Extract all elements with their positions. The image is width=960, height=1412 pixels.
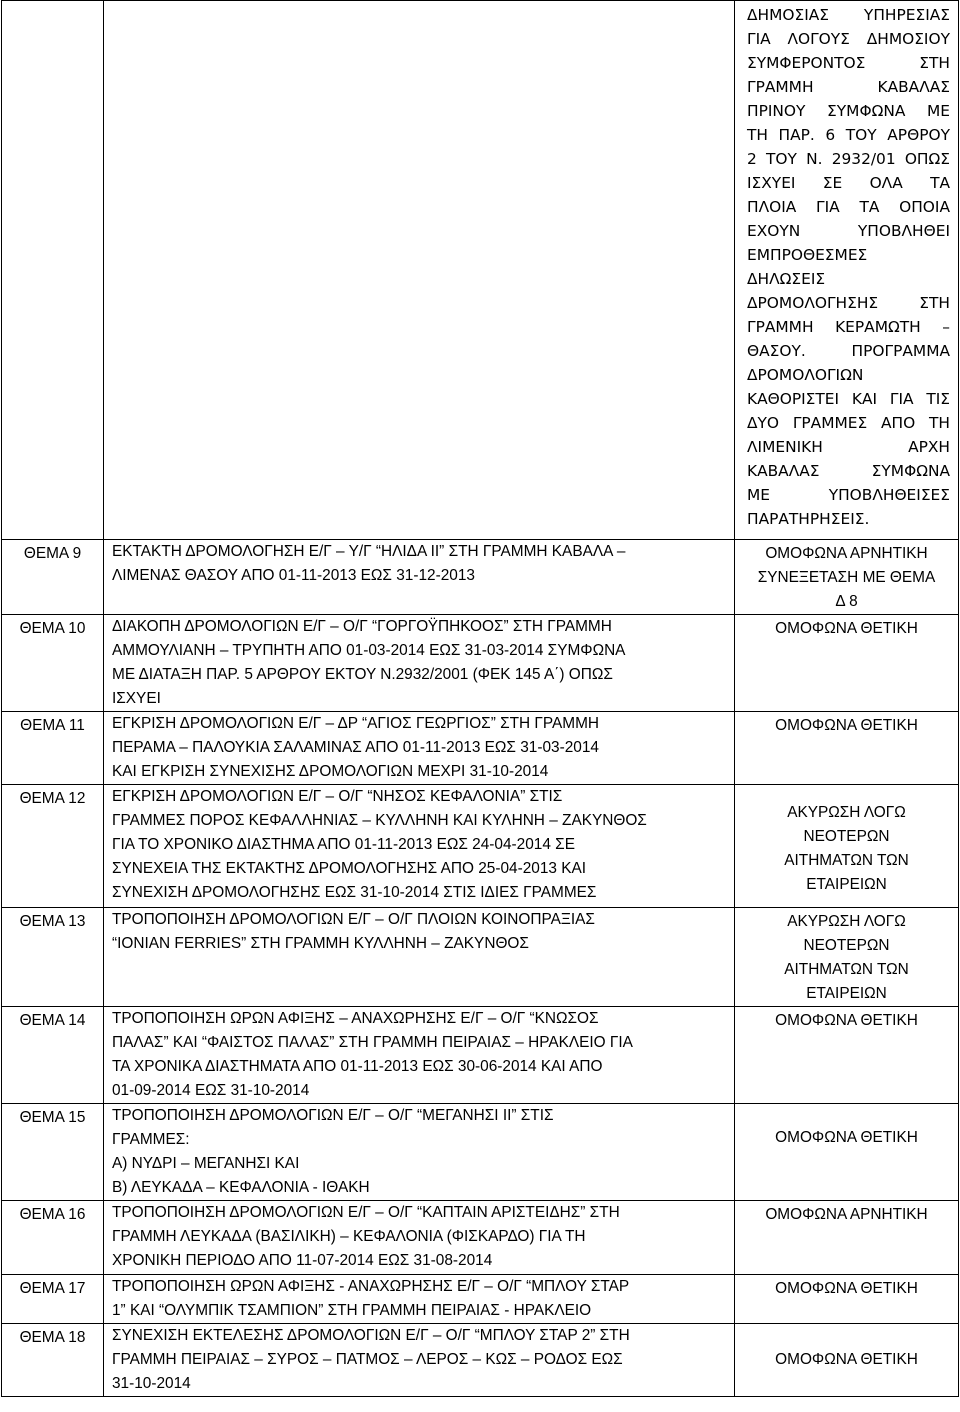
decision-line: ΟΜΟΦΩΝΑ ΘΕΤΙΚΗ <box>775 1280 918 1297</box>
description-line: ΜΕ ΔΙΑΤΑΞΗ ΠΑΡ. 5 ΑΡΘΡΟΥ ΕΚΤΟΥ Ν.2932/2001 (ΦΕΚ 145 Α΄) ΟΠΩΣ <box>112 666 613 683</box>
decision-line: ΟΜΟΦΩΝΑ ΑΡΝΗΤΙΚΗ <box>765 545 928 562</box>
decision-cell-continued <box>735 1 959 540</box>
table-row <box>2 1104 959 1201</box>
theme-cell: ΘΕΜΑ 11 <box>2 712 104 785</box>
description-cell <box>104 1275 735 1324</box>
decision-cell <box>735 1104 959 1201</box>
decision-text-line: ΠΑΡΑΤΗΡΗΣΕΙΣ. <box>747 510 870 528</box>
description-line: ΤΡΟΠΟΠΟΙΗΣΗ ΔΡΟΜΟΛΟΓΙΩΝ Ε/Γ – Ο/Γ “ΚΑΠΤΑΙΝ ΑΡΙΣΤΕΙΔΗΣ” ΣΤΗ <box>112 1204 620 1221</box>
description-line: ΠΕΡΑΜΑ – ΠΑΛΟΥΚΙΑ ΣΑΛΑΜΙΝΑΣ ΑΠΟ 01-11-2013 ΕΩΣ 31-03-2014 <box>112 739 599 756</box>
description-line: ΓΡΑΜΜΗ ΠΕΙΡΑΙΑΣ – ΣΥΡΟΣ – ΠΑΤΜΟΣ – ΛΕΡΟΣ – ΚΩΣ – ΡΟΔΟΣ ΕΩΣ <box>112 1351 623 1368</box>
description-line: Β) ΛΕΥΚΑΔΑ – ΚΕΦΑΛΟΝΙΑ - ΙΘΑΚΗ <box>112 1179 370 1196</box>
decision-cell <box>735 712 959 785</box>
description-cell <box>104 1007 735 1104</box>
description-line: ΤΡΟΠΟΠΟΙΗΣΗ ΩΡΩΝ ΑΦΙΞΗΣ – ΑΝΑΧΩΡΗΣΗΣ Ε/Γ – Ο/Γ “ΚΝΩΣΟΣ <box>112 1010 599 1027</box>
description-line: ΠΑΛΑΣ” ΚΑΙ “ΦΑΙΣΤΟΣ ΠΑΛΑΣ” ΣΤΗ ΓΡΑΜΜΗ ΠΕΙΡΑΙΑΣ – ΗΡΑΚΛΕΙΟ ΓΙΑ <box>112 1034 633 1051</box>
decision-text-line: ΚΑΘΟΡΙΣΤΕΙ ΚΑΙ ΓΙΑ ΤΙΣ <box>747 390 950 408</box>
description-line: ΤΡΟΠΟΠΟΙΗΣΗ ΔΡΟΜΟΛΟΓΙΩΝ Ε/Γ – Ο/Γ ΠΛΟΙΩΝ ΚΟΙΝΟΠΡΑΞΙΑΣ <box>112 911 595 928</box>
theme-cell: ΘΕΜΑ 15 <box>2 1104 104 1201</box>
decision-text-line: ΣΥΜΦΕΡΟΝΤΟΣ ΣΤΗ <box>747 54 950 72</box>
description-cell <box>104 1324 735 1397</box>
decision-text-line: ΔΗΛΩΣΕΙΣ <box>747 270 826 288</box>
description-line: ΓΡΑΜΜΕΣ ΠΟΡΟΣ ΚΕΦΑΛΛΗΝΙΑΣ – ΚΥΛΛΗΝΗ ΚΑΙ ΚΥΛΗΝΗ – ΖΑΚΥΝΘΟΣ <box>112 812 647 829</box>
decision-text-line: ΛΙΜΕΝΙΚΗ ΑΡΧΗ <box>747 438 950 456</box>
decision-line: ΣΥΝΕΞΕΤΑΣΗ ΜΕ ΘΕΜΑ <box>757 569 936 586</box>
table-row <box>2 1275 959 1324</box>
decision-text-line: ΙΣΧΥΕΙ ΣΕ ΟΛΑ ΤΑ <box>747 174 950 192</box>
decision-text-line: ΕΧΟΥΝ ΥΠΟΒΛΗΘΕΙ <box>747 222 950 240</box>
decision-line: ΟΜΟΦΩΝΑ ΘΕΤΙΚΗ <box>775 1351 918 1368</box>
description-line: ΓΡΑΜΜΕΣ: <box>112 1131 190 1148</box>
table-row-continued <box>2 1 959 540</box>
description-line: ΑΜΜΟΥΛΙΑΝΗ – ΤΡΥΠΗΤΗ ΑΠΟ 01-03-2014 ΕΩΣ 31-03-2014 ΣΥΜΦΩΝΑ <box>112 642 626 659</box>
description-line: ΣΥΝΕΧΙΣΗ ΕΚΤΕΛΕΣΗΣ ΔΡΟΜΟΛΟΓΙΩΝ Ε/Γ – Ο/Γ “ΜΠΛΟΥ ΣΤΑΡ 2” ΣΤΗ <box>112 1327 630 1344</box>
description-line: ΤΡΟΠΟΠΟΙΗΣΗ ΩΡΩΝ ΑΦΙΞΗΣ - ΑΝΑΧΩΡΗΣΗΣ Ε/Γ – Ο/Γ “ΜΠΛΟΥ ΣΤΑΡ <box>112 1278 630 1295</box>
decision-text-line: 2 ΤΟΥ Ν. 2932/01 ΟΠΩΣ <box>747 150 950 168</box>
description-line: ΣΥΝΕΧΕΙΑ ΤΗΣ ΕΚΤΑΚΤΗΣ ΔΡΟΜΟΛΟΓΗΣΗΣ ΑΠΟ 25-04-2013 ΚΑΙ <box>112 860 587 877</box>
table-row <box>2 1324 959 1397</box>
decision-line: ΟΜΟΦΩΝΑ ΘΕΤΙΚΗ <box>775 1129 918 1146</box>
decision-text-line: ΓΡΑΜΜΗ ΚΑΒΑΛΑΣ <box>747 78 950 96</box>
table-row <box>2 540 959 615</box>
description-line: 1” ΚΑΙ “ΟΛΥΜΠΙΚ ΤΣΑΜΠΙΟΝ” ΣΤΗ ΓΡΑΜΜΗ ΠΕΙΡΑΙΑΣ - ΗΡΑΚΛΕΙΟ <box>112 1302 592 1319</box>
theme-cell: ΘΕΜΑ 12 <box>2 785 104 908</box>
description-cell-empty <box>104 1 735 540</box>
decision-text-line: ΔΗΜΟΣΙΑΣ ΥΠΗΡΕΣΙΑΣ <box>747 6 950 24</box>
description-line: ΔΙΑΚΟΠΗ ΔΡΟΜΟΛΟΓΙΩΝ Ε/Γ – Ο/Γ “ΓΟΡΓΟΫΠΗΚΟΟΣ” ΣΤΗ ΓΡΑΜΜΗ <box>112 618 612 635</box>
description-cell <box>104 540 735 615</box>
decision-cell <box>735 908 959 1007</box>
description-line: ΛΙΜΕΝΑΣ ΘΑΣΟΥ ΑΠΟ 01-11-2013 ΕΩΣ 31-12-2013 <box>112 567 475 584</box>
description-line: ΤΑ ΧΡΟΝΙΚΑ ΔΙΑΣΤΗΜΑΤΑ ΑΠΟ 01-11-2013 ΕΩΣ 30-06-2014 ΚΑΙ ΑΠΟ <box>112 1058 603 1075</box>
description-cell <box>104 785 735 908</box>
decision-line: ΑΙΤΗΜΑΤΩΝ ΤΩΝ <box>784 961 909 978</box>
decision-text-line: ΜΕ ΥΠΟΒΛΗΘΕΙΣΕΣ <box>747 486 950 504</box>
theme-cell: ΘΕΜΑ 16 <box>2 1201 104 1275</box>
decision-line: ΝΕΟΤΕΡΩΝ <box>803 937 890 954</box>
theme-cell: ΘΕΜΑ 10 <box>2 615 104 712</box>
decision-line: ΑΚΥΡΩΣΗ ΛΟΓΩ <box>787 913 906 930</box>
decision-text-line: ΔΡΟΜΟΛΟΓΗΣΗΣ ΣΤΗ <box>747 294 950 312</box>
table-row <box>2 1201 959 1275</box>
description-line: Α) ΝΥΔΡΙ – ΜΕΓΑΝΗΣΙ ΚΑΙ <box>112 1155 300 1172</box>
decision-line: ΟΜΟΦΩΝΑ ΘΕΤΙΚΗ <box>775 717 918 734</box>
decision-line: ΑΚΥΡΩΣΗ ΛΟΓΩ <box>787 804 906 821</box>
agenda-table-body <box>2 1 959 1397</box>
description-cell <box>104 908 735 1007</box>
description-line: ΚΑΙ ΕΓΚΡΙΣΗ ΣΥΝΕΧΙΣΗΣ ΔΡΟΜΟΛΟΓΙΩΝ ΜΕΧΡΙ 31-10-2014 <box>112 763 549 780</box>
decision-text-line: ΓΡΑΜΜΗ ΚΕΡΑΜΩΤΗ – <box>747 318 950 336</box>
decision-text-line: ΔΥΟ ΓΡΑΜΜΕΣ ΑΠΟ ΤΗ <box>747 414 950 432</box>
agenda-table <box>1 0 959 1397</box>
table-row <box>2 615 959 712</box>
description-line: “IONIAN FERRIES” ΣΤΗ ΓΡΑΜΜΗ ΚΥΛΛΗΝΗ – ΖΑΚΥΝΘΟΣ <box>112 935 529 952</box>
description-line: 01-09-2014 ΕΩΣ 31-10-2014 <box>112 1082 310 1099</box>
theme-cell: ΘΕΜΑ 17 <box>2 1275 104 1324</box>
decision-cell <box>735 785 959 908</box>
decision-cell <box>735 1007 959 1104</box>
theme-cell: ΘΕΜΑ 13 <box>2 908 104 1007</box>
description-line: ΙΣΧΥΕΙ <box>112 690 161 707</box>
decision-cell <box>735 1201 959 1275</box>
description-line: ΓΙΑ ΤΟ ΧΡΟΝΙΚΟ ΔΙΑΣΤΗΜΑ ΑΠΟ 01-11-2013 ΕΩΣ 24-04-2014 ΣΕ <box>112 836 575 853</box>
table-row <box>2 1007 959 1104</box>
decision-cell <box>735 1275 959 1324</box>
description-cell <box>104 712 735 785</box>
description-line: 31-10-2014 <box>112 1375 191 1392</box>
decision-text-line: ΘΑΣΟΥ. ΠΡΟΓΡΑΜΜΑ <box>747 342 950 360</box>
description-line: ΕΚΤΑΚΤΗ ΔΡΟΜΟΛΟΓΗΣΗ Ε/Γ – Υ/Γ “ΗΛΙΔΑ ΙΙ” ΣΤΗ ΓΡΑΜΜΗ ΚΑΒΑΛΑ – <box>112 543 626 560</box>
decision-line: Δ 8 <box>835 593 858 610</box>
decision-line: ΑΙΤΗΜΑΤΩΝ ΤΩΝ <box>784 852 909 869</box>
description-line: ΧΡΟΝΙΚΗ ΠΕΡΙΟΔΟ ΑΠΟ 11-07-2014 ΕΩΣ 31-08-2014 <box>112 1252 493 1269</box>
decision-text-line: ΔΡΟΜΟΛΟΓΙΩΝ <box>747 366 864 384</box>
table-row <box>2 785 959 908</box>
decision-text-line: ΚΑΒΑΛΑΣ ΣΥΜΦΩΝΑ <box>747 462 950 480</box>
description-line: ΕΓΚΡΙΣΗ ΔΡΟΜΟΛΟΓΙΩΝ Ε/Γ – Ο/Γ “ΝΗΣΟΣ ΚΕΦΑΛΟΝΙΑ” ΣΤΙΣ <box>112 788 563 805</box>
table-row <box>2 908 959 1007</box>
decision-line: ΟΜΟΦΩΝΑ ΘΕΤΙΚΗ <box>775 620 918 637</box>
decision-cell <box>735 1324 959 1397</box>
decision-cell <box>735 615 959 712</box>
decision-text-line: ΓΙΑ ΛΟΓΟΥΣ ΔΗΜΟΣΙΟΥ <box>747 30 950 48</box>
decision-line: ΟΜΟΦΩΝΑ ΘΕΤΙΚΗ <box>775 1012 918 1029</box>
description-cell <box>104 1201 735 1275</box>
description-line: ΤΡΟΠΟΠΟΙΗΣΗ ΔΡΟΜΟΛΟΓΙΩΝ Ε/Γ – Ο/Γ “ΜΕΓΑΝΗΣΙ ΙΙ” ΣΤΙΣ <box>112 1107 554 1124</box>
decision-text-line: ΠΡΙΝΟΥ ΣΥΜΦΩΝΑ ΜΕ <box>747 102 950 120</box>
theme-cell: ΘΕΜΑ 14 <box>2 1007 104 1104</box>
decision-line: ΟΜΟΦΩΝΑ ΑΡΝΗΤΙΚΗ <box>765 1206 928 1223</box>
decision-text-line: ΕΜΠΡΟΘΕΣΜΕΣ <box>747 246 868 264</box>
theme-cell: ΘΕΜΑ 9 <box>2 540 104 615</box>
description-cell <box>104 1104 735 1201</box>
decision-line: ΝΕΟΤΕΡΩΝ <box>803 828 890 845</box>
decision-text-line: ΠΛΟΙΑ ΓΙΑ ΤΑ ΟΠΟΙΑ <box>747 198 950 216</box>
theme-cell-empty <box>2 1 104 540</box>
description-line: ΓΡΑΜΜΗ ΛΕΥΚΑΔΑ (ΒΑΣΙΛΙΚΗ) – ΚΕΦΑΛΟΝΙΑ (ΦΙΣΚΑΡΔΟ) ΓΙΑ ΤΗ <box>112 1228 586 1245</box>
decision-cell <box>735 540 959 615</box>
table-row <box>2 712 959 785</box>
description-line: ΕΓΚΡΙΣΗ ΔΡΟΜΟΛΟΓΙΩΝ Ε/Γ – ΔΡ “ΑΓΙΟΣ ΓΕΩΡΓΙΟΣ” ΣΤΗ ΓΡΑΜΜΗ <box>112 715 600 732</box>
description-cell <box>104 615 735 712</box>
decision-line: ΕΤΑΙΡΕΙΩΝ <box>806 876 887 893</box>
theme-cell: ΘΕΜΑ 18 <box>2 1324 104 1397</box>
decision-text-line: ΤΗ ΠΑΡ. 6 ΤΟΥ ΑΡΘΡΟΥ <box>747 126 950 144</box>
description-line: ΣΥΝΕΧΙΣΗ ΔΡΟΜΟΛΟΓΗΣΗΣ ΕΩΣ 31-10-2014 ΣΤΙΣ ΙΔΙΕΣ ΓΡΑΜΜΕΣ <box>112 884 597 901</box>
decision-line: ΕΤΑΙΡΕΙΩΝ <box>806 985 887 1002</box>
